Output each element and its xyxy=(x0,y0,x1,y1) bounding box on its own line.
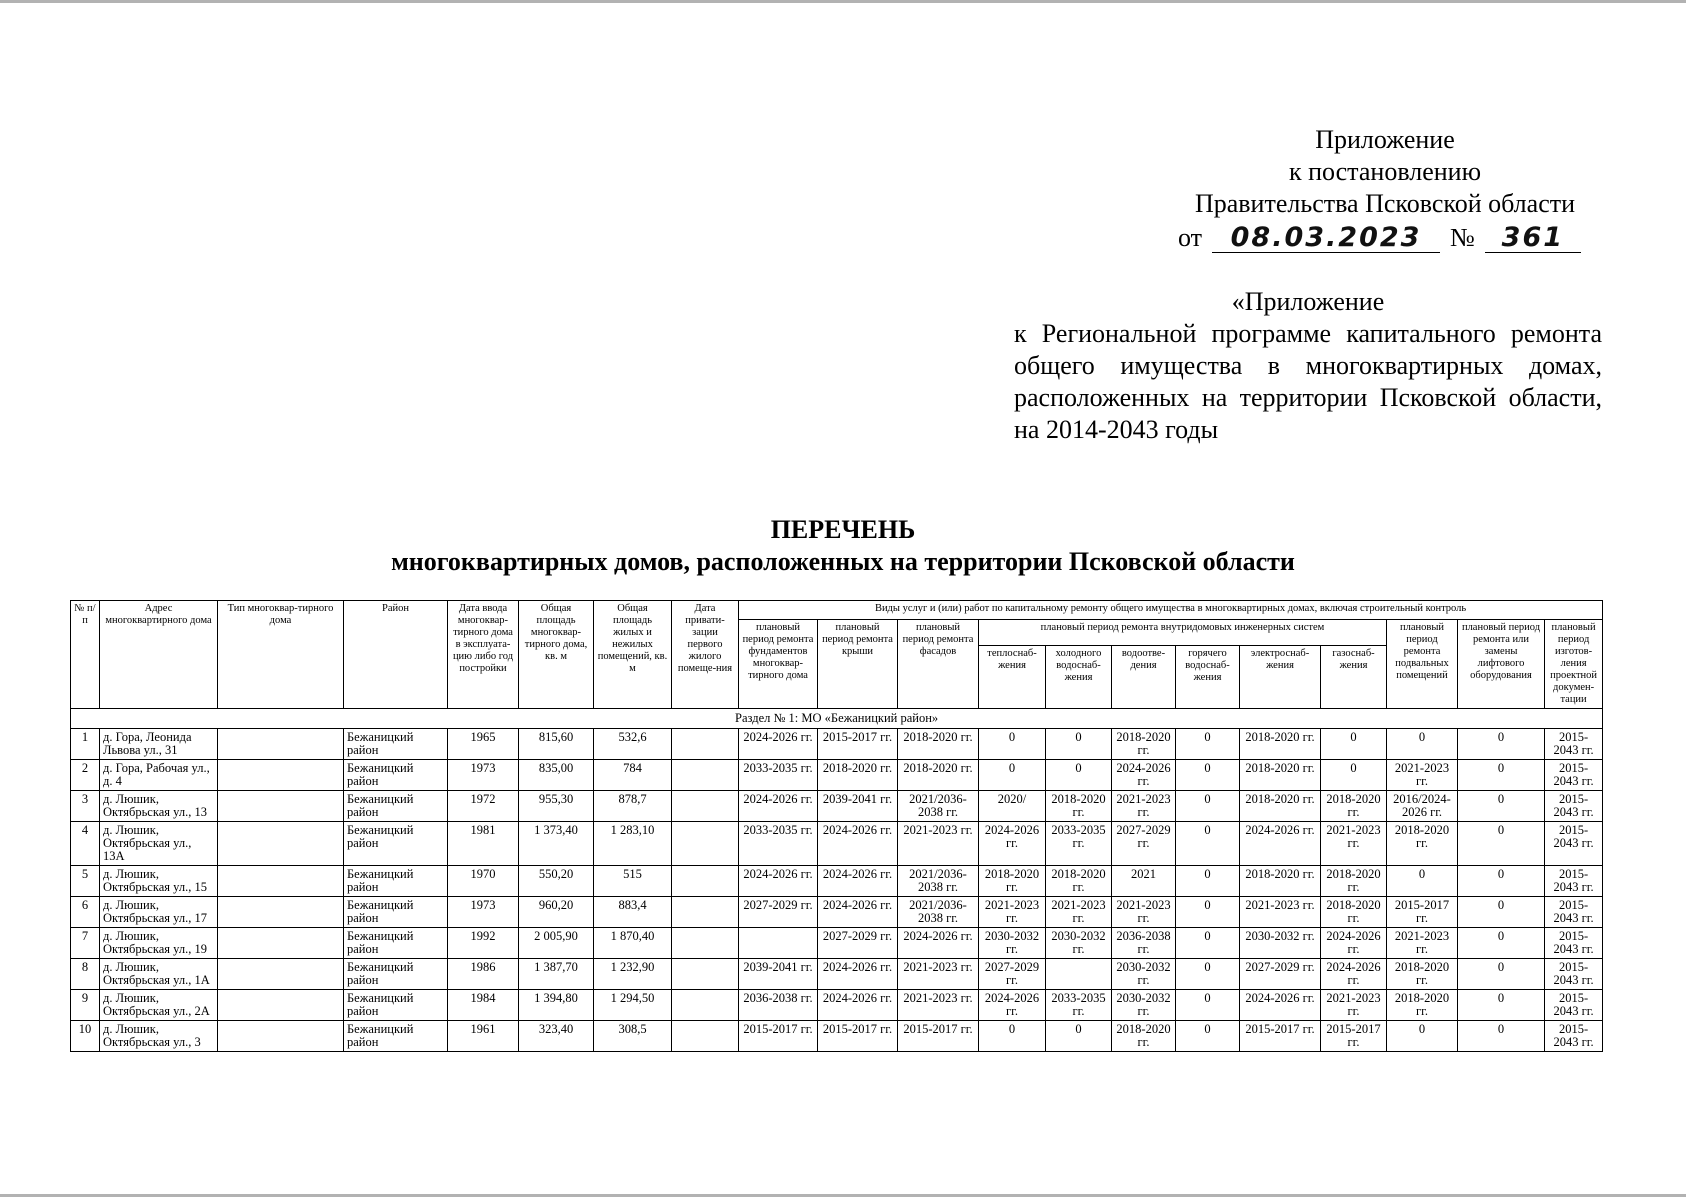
cell-facade: 2021-2023 гг. xyxy=(898,990,979,1021)
cell-electricity: 2018-2020 гг. xyxy=(1240,729,1321,760)
cell-privatization xyxy=(672,760,739,791)
cell-num: 1 xyxy=(71,729,100,760)
cell-cold-water: 0 xyxy=(1046,1021,1112,1052)
cell-address: д. Люшик, Октябрьская ул., 19 xyxy=(100,928,218,959)
cell-total-area: 550,20 xyxy=(519,866,594,897)
table-row xyxy=(71,822,1603,866)
cell-facade: 2021/2036-2038 гг. xyxy=(898,791,979,822)
appendix-line-2: к постановлению xyxy=(1288,157,1482,186)
cell-heating: 2021-2023 гг. xyxy=(979,897,1046,928)
cell-heating: 2024-2026 гг. xyxy=(979,822,1046,866)
cell-elevator: 0 xyxy=(1458,729,1545,760)
cell-basement: 0 xyxy=(1387,866,1458,897)
cell-elevator: 0 xyxy=(1458,990,1545,1021)
cell-type xyxy=(218,990,344,1021)
cell-living-area: 883,4 xyxy=(594,897,672,928)
header-type: Тип многоквар-тирного дома xyxy=(218,601,344,709)
cell-drainage: 2030-2032 гг. xyxy=(1112,959,1176,990)
cell-foundation: 2033-2035 гг. xyxy=(739,822,818,866)
document-title xyxy=(0,514,1686,578)
appendix-signature-row xyxy=(1160,222,1610,254)
cell-gas: 2021-2023 гг. xyxy=(1321,822,1387,866)
cell-foundation: 2024-2026 гг. xyxy=(739,729,818,760)
cell-living-area: 1 232,90 xyxy=(594,959,672,990)
cell-basement: 2015-2017 гг. xyxy=(1387,897,1458,928)
cell-drainage: 2024-2026 гг. xyxy=(1112,760,1176,791)
cell-heating: 2027-2029 гг. xyxy=(979,959,1046,990)
cell-design-docs: 2015-2043 гг. xyxy=(1545,959,1603,990)
header-total-area: Общая площадь многоквар-тирного дома, кв. м xyxy=(519,601,594,709)
cell-cold-water: 2033-2035 гг. xyxy=(1046,990,1112,1021)
cell-year: 1973 xyxy=(448,760,519,791)
cell-type xyxy=(218,791,344,822)
cell-roof: 2015-2017 гг. xyxy=(818,1021,898,1052)
cell-hot-water: 0 xyxy=(1176,990,1240,1021)
cell-privatization xyxy=(672,866,739,897)
header-num: № п/п xyxy=(71,601,100,709)
cell-type xyxy=(218,928,344,959)
cell-drainage: 2027-2029 гг. xyxy=(1112,822,1176,866)
header-engineering-group: плановый период ремонта внутридомовых инженерных систем xyxy=(979,620,1387,646)
header-heating: теплоснаб-жения xyxy=(979,646,1046,709)
cell-design-docs: 2015-2043 гг. xyxy=(1545,897,1603,928)
cell-living-area: 308,5 xyxy=(594,1021,672,1052)
cell-hot-water: 0 xyxy=(1176,822,1240,866)
cell-elevator: 0 xyxy=(1458,760,1545,791)
cell-foundation: 2024-2026 гг. xyxy=(739,866,818,897)
header-cold-water: холодного водоснаб-жения xyxy=(1046,646,1112,709)
cell-address: д. Люшик, Октябрьская ул., 3 xyxy=(100,1021,218,1052)
cell-facade: 2018-2020 гг. xyxy=(898,729,979,760)
cell-heating: 0 xyxy=(979,729,1046,760)
cell-electricity: 2018-2020 гг. xyxy=(1240,866,1321,897)
cell-drainage: 2021-2023 гг. xyxy=(1112,897,1176,928)
title-main: ПЕРЕЧЕНЬ xyxy=(770,515,916,544)
header-commission: Дата ввода многоквар-тирного дома в эксплуата-цию либо год постройки xyxy=(448,601,519,709)
cell-electricity: 2015-2017 гг. xyxy=(1240,1021,1321,1052)
program-text: к Региональной программе капитального ремонта общего имущества в многоквартирных домах, расположенных на территории Псковской области, на 2014-2043 годы xyxy=(1014,319,1602,444)
cell-heating: 2030-2032 гг. xyxy=(979,928,1046,959)
cell-type xyxy=(218,729,344,760)
cell-gas: 2018-2020 гг. xyxy=(1321,791,1387,822)
table-row xyxy=(71,866,1603,897)
cell-year: 1984 xyxy=(448,990,519,1021)
cell-gas: 0 xyxy=(1321,729,1387,760)
cell-elevator: 0 xyxy=(1458,866,1545,897)
cell-address: д. Люшик, Октябрьская ул., 17 xyxy=(100,897,218,928)
cell-num: 6 xyxy=(71,897,100,928)
header-basement: плановый период ремонта подвальных помещений xyxy=(1387,620,1458,709)
cell-year: 1986 xyxy=(448,959,519,990)
cell-foundation: 2036-2038 гг. xyxy=(739,990,818,1021)
cell-cold-water: 0 xyxy=(1046,729,1112,760)
cell-elevator: 0 xyxy=(1458,791,1545,822)
cell-hot-water: 0 xyxy=(1176,928,1240,959)
header-hot-water: горячего водоснаб-жения xyxy=(1176,646,1240,709)
cell-gas: 2024-2026 гг. xyxy=(1321,928,1387,959)
cell-basement: 2021-2023 гг. xyxy=(1387,760,1458,791)
cell-living-area: 878,7 xyxy=(594,791,672,822)
cell-design-docs: 2015-2043 гг. xyxy=(1545,990,1603,1021)
cell-drainage: 2018-2020 гг. xyxy=(1112,1021,1176,1052)
cell-living-area: 1 283,10 xyxy=(594,822,672,866)
cell-elevator: 0 xyxy=(1458,897,1545,928)
cell-electricity: 2024-2026 гг. xyxy=(1240,990,1321,1021)
cell-electricity: 2027-2029 гг. xyxy=(1240,959,1321,990)
cell-cold-water: 2030-2032 гг. xyxy=(1046,928,1112,959)
cell-total-area: 1 373,40 xyxy=(519,822,594,866)
cell-year: 1992 xyxy=(448,928,519,959)
cell-living-area: 532,6 xyxy=(594,729,672,760)
cell-facade: 2015-2017 гг. xyxy=(898,1021,979,1052)
cell-heating: 2018-2020 гг. xyxy=(979,866,1046,897)
header-electricity: электроснаб-жения xyxy=(1240,646,1321,709)
cell-heating: 2024-2026 гг. xyxy=(979,990,1046,1021)
cell-elevator: 0 xyxy=(1458,1021,1545,1052)
cell-district: Бежаницкий район xyxy=(344,791,448,822)
cell-total-area: 2 005,90 xyxy=(519,928,594,959)
cell-design-docs: 2015-2043 гг. xyxy=(1545,866,1603,897)
cell-gas: 0 xyxy=(1321,760,1387,791)
cell-privatization xyxy=(672,990,739,1021)
header-living-area: Общая площадь жилых и нежилых помещений, кв. м xyxy=(594,601,672,709)
cell-roof: 2015-2017 гг. xyxy=(818,729,898,760)
cell-privatization xyxy=(672,729,739,760)
cell-basement: 2021-2023 гг. xyxy=(1387,928,1458,959)
cell-roof: 2024-2026 гг. xyxy=(818,866,898,897)
cell-elevator: 0 xyxy=(1458,959,1545,990)
cell-roof: 2024-2026 гг. xyxy=(818,990,898,1021)
cell-hot-water: 0 xyxy=(1176,760,1240,791)
cell-hot-water: 0 xyxy=(1176,897,1240,928)
cell-basement: 2018-2020 гг. xyxy=(1387,990,1458,1021)
cell-cold-water: 2018-2020 гг. xyxy=(1046,866,1112,897)
cell-type xyxy=(218,959,344,990)
cell-foundation: 2033-2035 гг. xyxy=(739,760,818,791)
cell-electricity: 2018-2020 гг. xyxy=(1240,760,1321,791)
cell-total-area: 960,20 xyxy=(519,897,594,928)
cell-address: д. Люшик, Октябрьская ул., 2А xyxy=(100,990,218,1021)
cell-roof: 2039-2041 гг. xyxy=(818,791,898,822)
cell-num: 7 xyxy=(71,928,100,959)
appendix-block xyxy=(1160,124,1610,254)
cell-num: 10 xyxy=(71,1021,100,1052)
cell-design-docs: 2015-2043 гг. xyxy=(1545,1021,1603,1052)
cell-foundation xyxy=(739,928,818,959)
header-facade: плановый период ремонта фасадов xyxy=(898,620,979,709)
cell-heating: 0 xyxy=(979,760,1046,791)
cell-num: 5 xyxy=(71,866,100,897)
cell-address: д. Люшик, Октябрьская ул., 13 xyxy=(100,791,218,822)
cell-num: 4 xyxy=(71,822,100,866)
cell-address: д. Гора, Рабочая ул., д. 4 xyxy=(100,760,218,791)
from-label: от xyxy=(1178,223,1203,252)
cell-roof: 2024-2026 гг. xyxy=(818,822,898,866)
handwritten-date: 08.03.2023 xyxy=(1212,224,1440,253)
cell-hot-water: 0 xyxy=(1176,1021,1240,1052)
cell-roof: 2024-2026 гг. xyxy=(818,897,898,928)
cell-district: Бежаницкий район xyxy=(344,760,448,791)
cell-living-area: 1 294,50 xyxy=(594,990,672,1021)
cell-total-area: 1 387,70 xyxy=(519,959,594,990)
cell-privatization xyxy=(672,928,739,959)
header-district: Район xyxy=(344,601,448,709)
header-foundation: плановый период ремонта фундаментов многоквар-тирного дома xyxy=(739,620,818,709)
cell-district: Бежаницкий район xyxy=(344,866,448,897)
cell-privatization xyxy=(672,822,739,866)
cell-foundation: 2027-2029 гг. xyxy=(739,897,818,928)
cell-total-area: 835,00 xyxy=(519,760,594,791)
cell-year: 1981 xyxy=(448,822,519,866)
program-line-1: «Приложение xyxy=(1231,287,1385,316)
cell-cold-water xyxy=(1046,959,1112,990)
table-row xyxy=(71,897,1603,928)
header-address: Адрес многоквартирного дома xyxy=(100,601,218,709)
cell-address: д. Люшик, Октябрьская ул., 1А xyxy=(100,959,218,990)
cell-num: 3 xyxy=(71,791,100,822)
cell-privatization xyxy=(672,791,739,822)
header-elevator: плановый период ремонта или замены лифтового оборудования xyxy=(1458,620,1545,709)
handwritten-number: 361 xyxy=(1485,224,1581,253)
cell-living-area: 784 xyxy=(594,760,672,791)
table-row xyxy=(71,729,1603,760)
number-label: № xyxy=(1450,223,1475,252)
cell-type xyxy=(218,866,344,897)
cell-elevator: 0 xyxy=(1458,928,1545,959)
program-reference xyxy=(1014,286,1602,446)
cell-district: Бежаницкий район xyxy=(344,822,448,866)
cell-drainage: 2036-2038 гг. xyxy=(1112,928,1176,959)
cell-type xyxy=(218,1021,344,1052)
cell-num: 8 xyxy=(71,959,100,990)
cell-total-area: 955,30 xyxy=(519,791,594,822)
cell-drainage: 2030-2032 гг. xyxy=(1112,990,1176,1021)
cell-living-area: 1 870,40 xyxy=(594,928,672,959)
cell-district: Бежаницкий район xyxy=(344,990,448,1021)
cell-living-area: 515 xyxy=(594,866,672,897)
cell-hot-water: 0 xyxy=(1176,791,1240,822)
cell-elevator: 0 xyxy=(1458,822,1545,866)
cell-total-area: 1 394,80 xyxy=(519,990,594,1021)
cell-basement: 0 xyxy=(1387,1021,1458,1052)
cell-type xyxy=(218,822,344,866)
header-gas: газоснаб-жения xyxy=(1321,646,1387,709)
cell-hot-water: 0 xyxy=(1176,959,1240,990)
cell-district: Бежаницкий район xyxy=(344,1021,448,1052)
scan-bottom-edge xyxy=(0,1194,1686,1197)
header-drainage: водоотве-дения xyxy=(1112,646,1176,709)
cell-basement: 2016/2024-2026 гг. xyxy=(1387,791,1458,822)
cell-drainage: 2021-2023 гг. xyxy=(1112,791,1176,822)
title-sub: многоквартирных домов, расположенных на территории Псковской области xyxy=(391,547,1295,576)
cell-basement: 2018-2020 гг. xyxy=(1387,822,1458,866)
cell-privatization xyxy=(672,897,739,928)
cell-facade: 2021-2023 гг. xyxy=(898,822,979,866)
cell-facade: 2021/2036-2038 гг. xyxy=(898,866,979,897)
cell-electricity: 2024-2026 гг. xyxy=(1240,822,1321,866)
table-row xyxy=(71,791,1603,822)
cell-address: д. Гора, Леонида Львова ул., 31 xyxy=(100,729,218,760)
cell-privatization xyxy=(672,1021,739,1052)
cell-num: 9 xyxy=(71,990,100,1021)
section-row xyxy=(71,709,1603,729)
table-row xyxy=(71,959,1603,990)
cell-roof: 2024-2026 гг. xyxy=(818,959,898,990)
houses-table xyxy=(70,600,1603,1052)
cell-total-area: 815,60 xyxy=(519,729,594,760)
cell-address: д. Люшик, Октябрьская ул., 13А xyxy=(100,822,218,866)
cell-foundation: 2039-2041 гг. xyxy=(739,959,818,990)
table-row xyxy=(71,1021,1603,1052)
header-privatization: Дата привати-зации первого жилого помеще-ния xyxy=(672,601,739,709)
cell-hot-water: 0 xyxy=(1176,866,1240,897)
cell-design-docs: 2015-2043 гг. xyxy=(1545,822,1603,866)
header-roof: плановый период ремонта крыши xyxy=(818,620,898,709)
cell-cold-water: 2018-2020 гг. xyxy=(1046,791,1112,822)
cell-facade: 2021/2036-2038 гг. xyxy=(898,897,979,928)
cell-type xyxy=(218,760,344,791)
cell-design-docs: 2015-2043 гг. xyxy=(1545,791,1603,822)
cell-roof: 2027-2029 гг. xyxy=(818,928,898,959)
table-body xyxy=(71,709,1603,1052)
cell-gas: 2021-2023 гг. xyxy=(1321,990,1387,1021)
cell-electricity: 2021-2023 гг. xyxy=(1240,897,1321,928)
cell-heating: 0 xyxy=(979,1021,1046,1052)
cell-year: 1961 xyxy=(448,1021,519,1052)
cell-design-docs: 2015-2043 гг. xyxy=(1545,729,1603,760)
scan-top-edge xyxy=(0,0,1686,3)
cell-num: 2 xyxy=(71,760,100,791)
table-row xyxy=(71,760,1603,791)
cell-facade: 2024-2026 гг. xyxy=(898,928,979,959)
cell-electricity: 2030-2032 гг. xyxy=(1240,928,1321,959)
section-label: Раздел № 1: МО «Бежаницкий район» xyxy=(71,709,1603,729)
cell-design-docs: 2015-2043 гг. xyxy=(1545,928,1603,959)
cell-drainage: 2018-2020 гг. xyxy=(1112,729,1176,760)
cell-year: 1973 xyxy=(448,897,519,928)
cell-facade: 2021-2023 гг. xyxy=(898,959,979,990)
cell-foundation: 2024-2026 гг. xyxy=(739,791,818,822)
cell-gas: 2015-2017 гг. xyxy=(1321,1021,1387,1052)
cell-gas: 2018-2020 гг. xyxy=(1321,866,1387,897)
cell-cold-water: 0 xyxy=(1046,760,1112,791)
cell-gas: 2018-2020 гг. xyxy=(1321,897,1387,928)
appendix-line-1: Приложение xyxy=(1315,125,1455,154)
cell-total-area: 323,40 xyxy=(519,1021,594,1052)
cell-electricity: 2018-2020 гг. xyxy=(1240,791,1321,822)
cell-drainage: 2021 xyxy=(1112,866,1176,897)
header-design-docs: плановый период изготов-ления проектной докумен-тации xyxy=(1545,620,1603,709)
cell-heating: 2020/ xyxy=(979,791,1046,822)
cell-privatization xyxy=(672,959,739,990)
cell-facade: 2018-2020 гг. xyxy=(898,760,979,791)
cell-basement: 0 xyxy=(1387,729,1458,760)
cell-year: 1972 xyxy=(448,791,519,822)
appendix-line-3: Правительства Псковской области xyxy=(1194,189,1576,218)
cell-type xyxy=(218,897,344,928)
cell-district: Бежаницкий район xyxy=(344,729,448,760)
header-services-group: Виды услуг и (или) работ по капитальному ремонту общего имущества в многоквартирных домах, включая строительный контроль xyxy=(739,601,1603,620)
cell-year: 1965 xyxy=(448,729,519,760)
cell-year: 1970 xyxy=(448,866,519,897)
cell-hot-water: 0 xyxy=(1176,729,1240,760)
cell-roof: 2018-2020 гг. xyxy=(818,760,898,791)
table-row xyxy=(71,990,1603,1021)
cell-cold-water: 2021-2023 гг. xyxy=(1046,897,1112,928)
cell-design-docs: 2015-2043 гг. xyxy=(1545,760,1603,791)
cell-cold-water: 2033-2035 гг. xyxy=(1046,822,1112,866)
cell-district: Бежаницкий район xyxy=(344,897,448,928)
cell-district: Бежаницкий район xyxy=(344,928,448,959)
cell-gas: 2024-2026 гг. xyxy=(1321,959,1387,990)
cell-foundation: 2015-2017 гг. xyxy=(739,1021,818,1052)
cell-basement: 2018-2020 гг. xyxy=(1387,959,1458,990)
cell-address: д. Люшик, Октябрьская ул., 15 xyxy=(100,866,218,897)
cell-district: Бежаницкий район xyxy=(344,959,448,990)
table-row xyxy=(71,928,1603,959)
